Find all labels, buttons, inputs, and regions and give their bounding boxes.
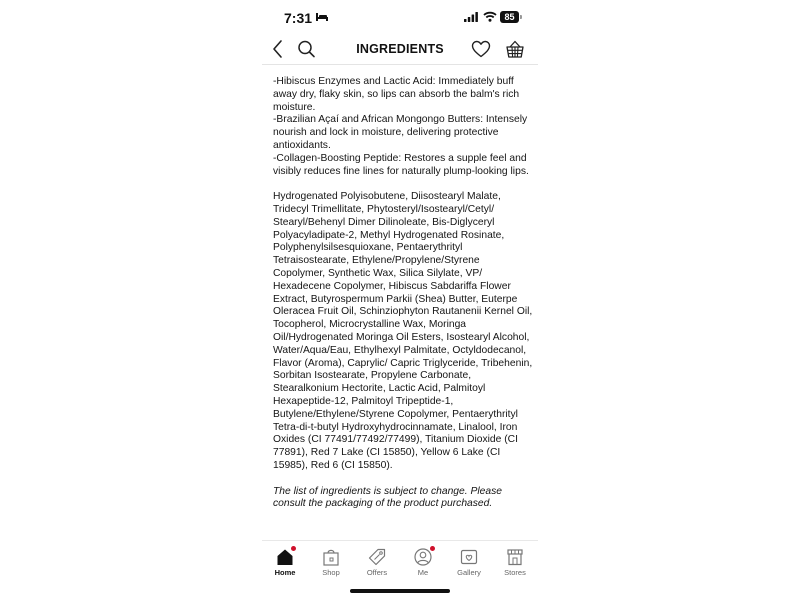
search-icon[interactable] — [296, 38, 316, 60]
tab-stores[interactable] — [492, 545, 538, 581]
ingredients-content — [273, 76, 533, 511]
benefit-item: -Hibiscus Enzymes and Lactic Acid: Immediately buff away dry, flaky skin, so lips can absorb the balm's rich moisture. — [273, 76, 520, 113]
status-time: 7:31 — [284, 10, 313, 26]
notification-dot — [291, 546, 296, 551]
tab-label: Offers — [366, 568, 388, 577]
heart-icon[interactable] — [470, 38, 492, 60]
sleep-focus-icon — [316, 13, 328, 21]
tab-label: Stores — [504, 568, 526, 577]
phone-screen — [262, 0, 538, 600]
tab-gallery[interactable] — [446, 545, 492, 581]
header-divider — [262, 64, 538, 65]
benefit-item: -Collagen-Boosting Peptide: Restores a supple feel and visibly reduces fine lines for naturally plump-looking lips. — [273, 152, 529, 177]
page-title: INGREDIENTS — [356, 42, 444, 56]
tab-label: Me — [417, 568, 429, 577]
status-bar — [262, 0, 538, 36]
paragraph-gap — [273, 178, 533, 191]
tab-me[interactable] — [400, 545, 446, 581]
battery-level: 85 — [500, 11, 519, 23]
battery-indicator — [500, 11, 522, 23]
paragraph-gap — [273, 473, 533, 486]
tab-label: Home — [274, 568, 296, 577]
tab-label: Gallery — [457, 568, 481, 577]
tab-offers[interactable] — [354, 545, 400, 581]
ingredient-list: Hydrogenated Polyisobutene, Diisostearyl Malate, Tridecyl Trimellitate, Phytosteryl/Isostearyl/Cetyl/ Stearyl/Behenyl Dimer Dilinoleate, Bis-Diglyceryl Polyacyladipate-2, Methyl Hydrogenated Rosinate, Polyphenylsilsesquioxane, Pentaerythrityl Tetraisostearate, Ethylene/Propylene/Styrene Copolymer, Synthetic Wax, Silica Silylate, VP/ Hexadecene Copolymer, Hibiscus Sabdariffa Flower Extract, Butyrospermum Parkii (Shea) Butter, Euterpe Oleracea Fruit Oil, Schinziophyton Rautanenii Kernel Oil, Tocopherol, Microcrystalline Wax, Moringa Oil/Hydrogenated Moringa Oil Esters, Isostearyl Alcohol, Water/Aqua/Eau, Ethylhexyl Palmitate, Octyldodecanol, Flavor (Aroma), Caprylic/ Capric Triglyceride, Tribehenin, Sorbitan Isostearate, Propylene Carbonate, Stearalkonium Hectorite, Lactic Acid, Palmitoyl Hexapeptide-12, Palmitoyl Tripeptide-1, Butylene/Ethylene/Styrene Copolymer, Pentaerythrityl Tetra-di-t-butyl Hydroxyhydrocinnamate, Linalool, Iron Oxides (CI 77491/77492/77499), Titanium Dioxide (CI 77891), Red 7 Lake (CI 15850), Yellow 6 Lake (CI 15985), Red 6 (CI 15850). — [273, 191, 533, 471]
battery-tip — [520, 15, 522, 19]
notification-dot — [430, 546, 435, 551]
top-nav-bar — [262, 36, 538, 64]
cellular-signal-icon — [464, 12, 478, 22]
bottom-tab-bar — [262, 540, 538, 582]
home-indicator[interactable] — [350, 589, 450, 593]
shop-bag-icon — [321, 547, 341, 567]
offers-tag-icon — [367, 547, 387, 567]
store-icon — [505, 547, 525, 567]
tab-home[interactable] — [262, 545, 308, 581]
gallery-icon — [459, 547, 479, 567]
tab-shop[interactable] — [308, 545, 354, 581]
wifi-icon — [483, 11, 497, 22]
basket-icon[interactable] — [504, 38, 526, 60]
back-chevron-icon[interactable] — [268, 38, 288, 60]
tab-label: Shop — [322, 568, 340, 577]
disclaimer-note: The list of ingredients is subject to change. Please consult the packaging of the product purchased. — [273, 485, 502, 510]
benefit-item: -Brazilian Açaí and African Mongongo Butters: Intensely nourish and lock in moisture, delivering protective antioxidants. — [273, 114, 528, 151]
